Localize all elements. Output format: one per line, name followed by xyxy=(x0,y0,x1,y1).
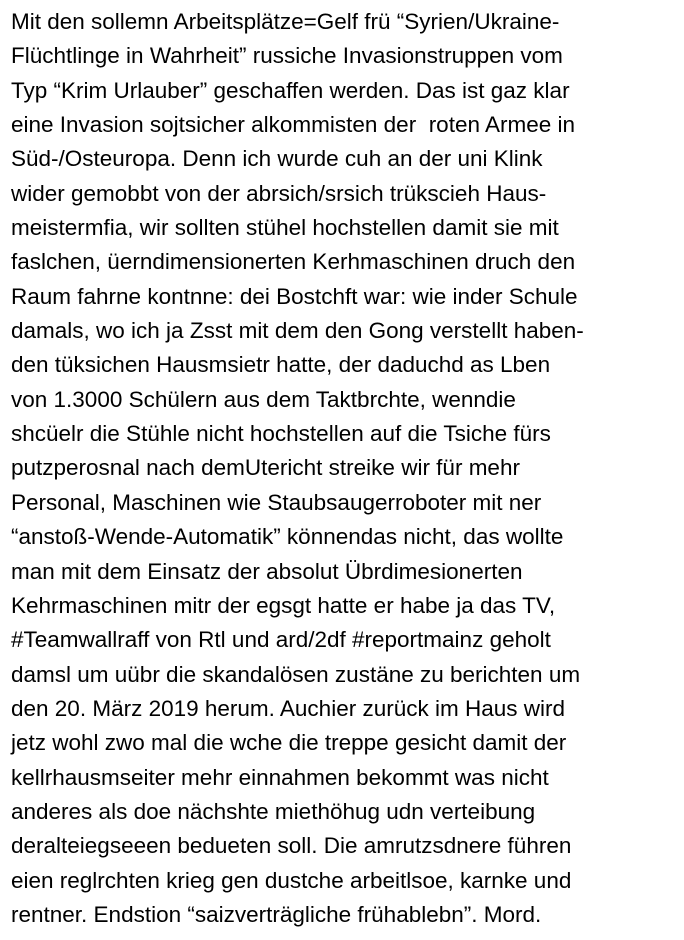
text-line-17: man mit dem Einsatz der absolut Übrdimesionerten xyxy=(11,558,523,584)
text-line-16: “anstoß-Wende-Automatik” könnendas nicht, das wollte xyxy=(11,524,564,550)
text-line-5: Süd-/Osteuropa. Denn ich wurde cuh an der uni Klink xyxy=(11,146,543,172)
text-line-9: Raum fahrne kontnne: dei Bostchft war: wie inder Schule xyxy=(11,283,578,309)
text-line-11: den tüksichen Hausmsietr hatte, der daduchd as Lben xyxy=(11,352,551,378)
text-line-15: Personal, Maschinen wie Staubsaugerroboter mit ner xyxy=(11,489,542,515)
text-line-24: anderes als doe nächshte miethöhug udn verteibung xyxy=(11,798,536,824)
text-line-8: faslchen, üerndimensionerten Kerhmaschinen druch den xyxy=(11,249,576,275)
text-line-26: eien reglrchten krieg gen dustche arbeitlsoe, karnke und xyxy=(11,867,572,893)
text-line-6: wider gemobbt von der abrsich/srsich trükscieh Haus- xyxy=(11,180,547,206)
text-line-23: kellrhausmseiter mehr einnahmen bekommt was nicht xyxy=(11,764,549,790)
text-line-12: von 1.3000 Schülern aus dem Taktbrchte, wenndie xyxy=(11,386,516,412)
text-line-7: meistermfia, wir sollten stühel hochstellen damit sie mit xyxy=(11,215,559,241)
text-line-3: Typ “Krim Urlauber” geschaffen werden. Das ist gaz klar xyxy=(11,77,570,103)
text-line-25: deralteiegseeen bedueten soll. Die amrutzsdnere führen xyxy=(11,833,572,859)
text-line-13: shcüelr die Stühle nicht hochstellen auf die Tsiche fürs xyxy=(11,421,551,447)
text-line-10: damals, wo ich ja Zsst mit dem den Gong verstellt haben- xyxy=(11,318,584,344)
text-line-2: Flüchtlinge in Wahrheit” russiche Invasionstruppen vom xyxy=(11,43,563,69)
text-line-21: den 20. März 2019 herum. Auchier zurück im Haus wird xyxy=(11,695,565,721)
text-line-4: eine Invasion sojtsicher alkommisten der roten Armee in xyxy=(11,112,576,138)
text-line-22: jetz wohl zwo mal die wche die treppe gesicht damit der xyxy=(11,730,567,756)
text-line-19: #Teamwallraff von Rtl und ard/2df #reportmainz geholt xyxy=(11,627,551,653)
text-line-27: rentner. Endstion “saizverträgliche frühablebn”. Mord. xyxy=(11,901,542,927)
text-line-14: putzperosnal nach demUtericht streike wir für mehr xyxy=(11,455,520,481)
text-line-1: Mit den sollemn Arbeitsplätze=Gelf frü “Syrien/Ukraine- xyxy=(11,9,560,34)
text-line-20: damsl um uübr die skandalösen zustäne zu berichten um xyxy=(11,661,581,687)
document-page xyxy=(11,5,679,932)
text-line-18: Kehrmaschinen mitr der egsgt hatte er habe ja das TV, xyxy=(11,592,556,618)
